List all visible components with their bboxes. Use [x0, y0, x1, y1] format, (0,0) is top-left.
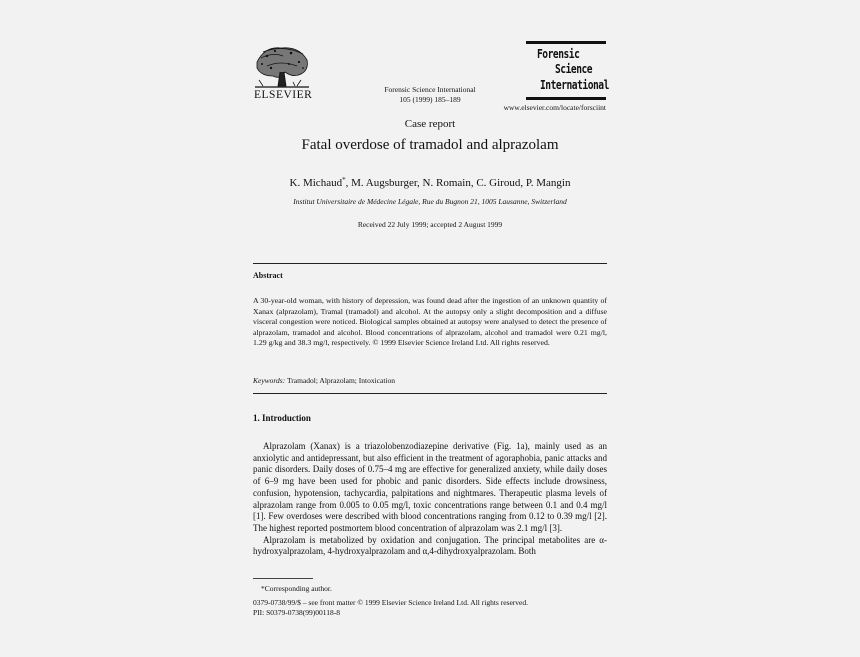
introduction-body — [253, 441, 607, 558]
copyright-line: 0379-0738/99/$ – see front matter © 1999 Elsevier Science Ireland Ltd. All rights reserved. — [253, 598, 528, 607]
article-type: Case report — [404, 118, 456, 130]
affiliation: Institut Universitaire de Médecine Légale, Rue du Bugnon 21, 1005 Lausanne, Switzerland — [293, 197, 567, 206]
abstract-heading: Abstract — [253, 271, 283, 280]
journal-name: Forensic Science International — [384, 85, 476, 94]
other-authors: , M. Augsburger, N. Romain, C. Giroud, P. Mangin — [345, 177, 571, 189]
footnote-divider — [253, 578, 313, 579]
author-list — [230, 176, 630, 189]
section-heading-introduction: 1. Introduction — [253, 413, 311, 423]
abstract-bottom-divider — [253, 393, 607, 394]
keywords-list: Tramadol; Alprazolam; Intoxication — [285, 376, 396, 385]
journal-logo-line-2: Science — [555, 62, 593, 76]
footnote: *Corresponding author. — [261, 584, 332, 593]
journal-url[interactable]: www.elsevier.com/locate/forsciint — [503, 103, 606, 112]
elsevier-logo — [253, 42, 311, 102]
intro-paragraph-2: Alprazolam is metabolized by oxidation and conjugation. The principal metabolites are α-hydroxyalprazolam, 4-hydroxyalprazolam and α,4-dihydroxyalprazolam. Both — [253, 534, 607, 557]
journal-citation — [360, 85, 500, 105]
elsevier-tree-icon — [253, 42, 311, 90]
article-title: Fatal overdose of tramadol and alprazolam — [301, 137, 559, 153]
volume-info: 105 (1999) 185–189 — [399, 95, 461, 104]
journal-logo — [526, 41, 609, 100]
pii-line: PII: S0379-0738(99)00118-8 — [253, 608, 341, 617]
journal-logo-line-1: Forensic — [537, 47, 580, 61]
abstract-top-divider — [253, 263, 607, 264]
received-dates: Received 22 July 1999; accepted 2 August 1999 — [357, 220, 503, 229]
keywords-label: Keywords: — [253, 376, 286, 385]
abstract-text: A 30-year-old woman, with history of depression, was found dead after the ingestion of an unknown quantity of Xanax (alprazolam), Tramal (tramadol) and alcohol. At the autopsy only a slight decomposition and a diffuse visceral congestion were noticed. Biological samples obtained at autopsy were analysed to detect the presence of alprazolam, tramadol and alcohol. Blood concentrations of alprazolam, alcohol and tramadol were 0.21 mg/l, 1.29 g/kg and 38.3 mg/l, respectively. © 1999 Elsevier Science Ireland Ltd. All rights reserved. — [253, 296, 607, 348]
keywords — [253, 376, 607, 385]
first-author: K. Michaud — [289, 177, 343, 189]
journal-logo-line-3: International — [540, 78, 609, 92]
corresponding-author-mark: * — [342, 176, 346, 184]
publisher-name: ELSEVIER — [254, 89, 313, 101]
intro-paragraph-1: Alprazolam (Xanax) is a triazolobenzodiazepine derivative (Fig. 1a), mainly used as an anxiolytic and antidepressant, but also efficient in the treatment of agoraphobia, panic attacks and panic disorders. Daily doses of 0.75–4 mg are effective for generalized anxiety, while daily doses of 6–9 mg have been used for phobic and panic disorders. Side effects include drowsiness, confusion, hypotension, tachycardia, palpitations and nightmares. Therapeutic plasma levels of alprazolam range from 0.005 to 0.05 mg/l, toxic concentrations range between 0.1 and 0.4 mg/l [1]. Few overdoses were described with blood concentrations ranging from 0.12 to 0.39 mg/l [2]. The highest reported postmortem blood concentration of alprazolam was 2.1 mg/l [3]. — [253, 441, 607, 533]
